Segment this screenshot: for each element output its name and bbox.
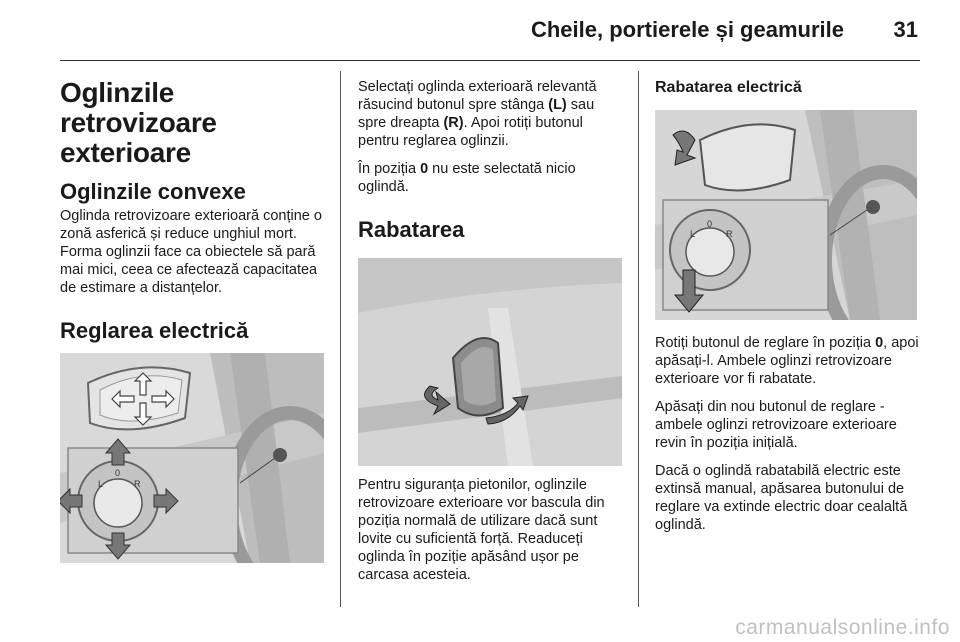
mirror-adjustment-illustration: [60, 353, 324, 563]
text-run: nu este selectată nicio oglindă.: [358, 161, 576, 195]
column-2: [358, 78, 624, 594]
heading-electric-folding: Rabatarea electrică: [655, 79, 802, 96]
figure-label-left: L: [690, 229, 696, 239]
column-divider-2: [638, 71, 639, 607]
text-bold-right: (R): [443, 115, 464, 131]
header-title: Cheile, portierele și geamurile: [530, 17, 844, 42]
text-run: În poziția: [358, 161, 421, 177]
electric-folding-step1: [655, 334, 925, 388]
figure-label-zero: 0: [707, 219, 713, 229]
figure-label-right: R: [726, 229, 733, 239]
mirror-adjustment-drawing: [60, 353, 324, 563]
text-bold-zero: 0: [420, 161, 429, 177]
mirror-folding-drawing: [358, 258, 622, 466]
text-run: Rotiți butonul de reglare în poziția: [655, 335, 876, 351]
page-number: 31: [893, 17, 918, 42]
figure-label-left: L: [98, 479, 104, 489]
heading-folding: Rabatarea: [358, 217, 465, 242]
column-1: [60, 68, 326, 563]
text-bold-left: (L): [548, 97, 567, 113]
heading-electric-adjustment: Reglarea electrică: [60, 318, 249, 343]
heading-convex-mirrors: Oglinzile convexe: [60, 179, 246, 204]
position-zero-text: [358, 160, 624, 196]
header-divider: [60, 60, 920, 61]
text-run: . Apoi rotiți butonul pentru reglarea oglinzii.: [358, 115, 583, 149]
electric-folding-illustration: [655, 110, 917, 320]
column-divider-1: [340, 71, 341, 607]
electric-folding-note: Dacă o oglindă rabatabilă electric este extinsă manual, apăsarea butonului de reglare va extinde electric doar cealaltă oglindă.: [655, 463, 908, 533]
mirror-folding-illustration: [358, 258, 622, 466]
electric-folding-drawing: [655, 110, 917, 320]
convex-mirrors-text: Oglinda retrovizoare exterioară conține o zonă asferică și reduce unghiul mort. Forma oglinzii face ca obiectele să pară mai mici, ceea ce afectează capacitatea de estimare a distanțelor.: [60, 208, 322, 296]
figure-label-right: R: [134, 479, 141, 489]
select-mirror-text: [358, 78, 624, 150]
text-bold-zero: 0: [875, 335, 884, 351]
watermark: carmanualsonline.info: [735, 616, 950, 639]
figure-label-zero: 0: [115, 468, 121, 478]
section-title: Oglinzile retrovizoare exterioare: [60, 77, 217, 168]
folding-text: Pentru siguranța pietonilor, oglinzile retrovizoare exterioare vor bascula din poziția normală de utilizare dacă sunt lovite cu suficientă forță. Readuceți oglinda în poziție apăsând ușor pe carcasa acesteia.: [358, 477, 605, 583]
electric-folding-step2: Apăsați din nou butonul de reglare - ambele oglinzi retrovizoare exterioare revin în poziția inițială.: [655, 399, 897, 451]
text-run: , apoi apăsați-l. Ambele oglinzi retrovizoare exterioare vor fi rabatate.: [655, 335, 919, 387]
text-run: sau spre dreapta: [358, 97, 595, 131]
column-3: [655, 78, 925, 544]
text-run: Selectați oglinda exterioară relevantă răsucind butonul spre stânga: [358, 79, 597, 113]
